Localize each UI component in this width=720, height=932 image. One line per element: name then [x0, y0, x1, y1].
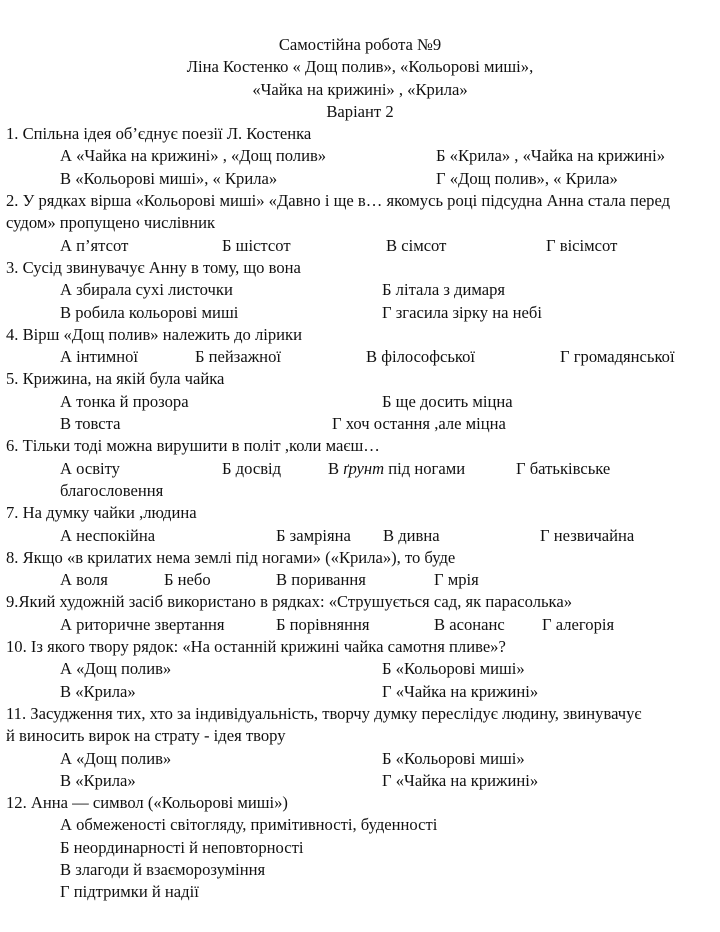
option-a: А неспокійна — [60, 525, 156, 545]
option-b: Б порівняння — [276, 614, 370, 634]
option-a: А п’ятсот — [60, 235, 129, 255]
option-d: Г мрія — [434, 570, 479, 590]
option-a: А освіту — [60, 458, 120, 478]
option-a: А «Дощ полив» — [60, 659, 172, 679]
option-a: А риторичне звертання — [60, 614, 225, 634]
question-10-options-row-1 — [0, 658, 720, 680]
option-a: А «Дощ полив» — [60, 748, 172, 768]
option-a: А інтимної — [60, 347, 139, 367]
question-1-options-row-1 — [0, 145, 720, 167]
question-8: 8. Якщо «в крилатих нема землі під ногами» («Крила»), то буде — [6, 547, 456, 567]
question-4: 4. Вірш «Дощ полив» належить до лірики — [6, 324, 302, 344]
option-c: В асонанс — [434, 614, 505, 634]
option-c: В сімсот — [386, 235, 447, 255]
option-d: Г громадянської — [560, 347, 675, 367]
option-d: Г батьківське — [516, 458, 611, 478]
question-9-options — [0, 614, 720, 636]
question-3-options-row-1 — [0, 279, 720, 301]
option-b: Б ще досить міцна — [382, 391, 513, 411]
option-c: В робила кольорові миші — [60, 302, 239, 322]
question-7-options — [0, 525, 720, 547]
option-c: В поривання — [276, 570, 366, 590]
option-d: Г незвичайна — [540, 525, 635, 545]
option-d-continuation: благословення — [60, 480, 164, 500]
option-a: А воля — [60, 570, 108, 590]
option-c: В «Крила» — [60, 770, 136, 790]
worksheet-subtitle: Ліна Костенко « Дощ полив», «Кольорові миші», — [186, 57, 534, 77]
question-12: 12. Анна — символ («Кольорові миші») — [6, 793, 288, 813]
question-8-options — [0, 569, 720, 591]
option-d: Г згасила зірку на небі — [382, 302, 542, 322]
option-d: Г «Дощ полив», « Крила» — [436, 168, 618, 188]
question-5-options-row-2 — [0, 413, 720, 435]
variant-label: Варіант 2 — [326, 101, 394, 121]
question-5-options-row-1 — [0, 391, 720, 413]
option-d: Г підтримки й надії — [60, 882, 199, 902]
option-d: Г хоч остання ,але міцна — [332, 414, 506, 434]
question-3-options-row-2 — [0, 302, 720, 324]
question-2-options — [0, 235, 720, 257]
question-6: 6. Тільки тоді можна вирушити в політ ,коли маєш… — [6, 436, 380, 456]
question-5: 5. Крижина, на якій була чайка — [6, 369, 225, 389]
option-b: Б «Кольорові миші» — [382, 659, 525, 679]
question-2: 2. У рядках вірша «Кольорові миші» «Давно і ще в… якомусь році підсудна Анна стала перед судом» пропущено числівник — [6, 191, 671, 233]
question-10-options-row-2 — [0, 681, 720, 703]
question-6-options — [0, 458, 720, 480]
question-11: 11. Засудження тих, хто за індивідуальність, творчу думку переслідує людину, звинувачує — [6, 703, 642, 723]
option-c: В філософської — [366, 347, 476, 367]
option-a: А «Чайка на крижині» , «Дощ полив» — [60, 146, 327, 166]
option-b: Б «Кольорові миші» — [382, 748, 525, 768]
option-b: Б замріяна — [276, 525, 351, 545]
option-c: В «Кольорові миші», « Крила» — [60, 168, 278, 188]
option-b: Б «Крила» , «Чайка на крижині» — [436, 146, 666, 166]
option-c — [328, 458, 465, 480]
option-b: Б неординарності й неповторності — [60, 837, 304, 857]
option-d: Г вісімсот — [546, 235, 618, 255]
option-d: Г «Чайка на крижині» — [382, 681, 539, 701]
option-c: В товста — [60, 414, 121, 434]
question-3: 3. Сусід звинувачує Анну в тому, що вона — [6, 257, 301, 277]
worksheet-subtitle-2: «Чайка на крижині» , «Крила» — [252, 79, 468, 99]
option-b: Б небо — [164, 570, 211, 590]
option-d: Г «Чайка на крижині» — [382, 770, 539, 790]
worksheet-title: Самостійна робота №9 — [278, 35, 442, 54]
option-c-prefix: В — [328, 458, 344, 478]
question-11-options-row-2 — [0, 770, 720, 792]
question-10: 10. Із якого твору рядок: «На останній крижині чайка самотня пливе»? — [6, 637, 506, 657]
option-b: Б досвід — [222, 458, 282, 478]
option-a: А обмеженості світогляду, примітивності, буденності — [60, 815, 438, 835]
option-a: А збирала сухі листочки — [60, 280, 233, 300]
option-c-italic-word: ґрунт — [343, 458, 385, 478]
question-9: 9.Який художній засіб використано в рядках: «Струшується сад, як парасолька» — [6, 592, 573, 612]
question-1-options-row-2 — [0, 168, 720, 190]
option-c: В злагоди й взаєморозуміння — [60, 859, 266, 879]
worksheet — [0, 34, 720, 904]
option-b: Б пейзажної — [195, 347, 281, 367]
question-4-options — [0, 346, 720, 368]
question-11-continuation: й виносить вирок на страту - ідея твору — [6, 726, 286, 746]
question-11-options-row-1 — [0, 748, 720, 770]
question-1: 1. Спільна ідея об’єднує поезії Л. Костенка — [6, 124, 312, 144]
question-7: 7. На думку чайки ,людина — [6, 503, 197, 523]
option-b: Б шістсот — [222, 235, 291, 255]
option-a: А тонка й прозора — [60, 391, 189, 411]
option-c: В дивна — [383, 525, 440, 545]
option-b: Б літала з димаря — [382, 280, 506, 300]
option-c-suffix: під ногами — [384, 458, 466, 478]
option-c: В «Крила» — [60, 681, 136, 701]
option-d: Г алегорія — [542, 614, 615, 634]
